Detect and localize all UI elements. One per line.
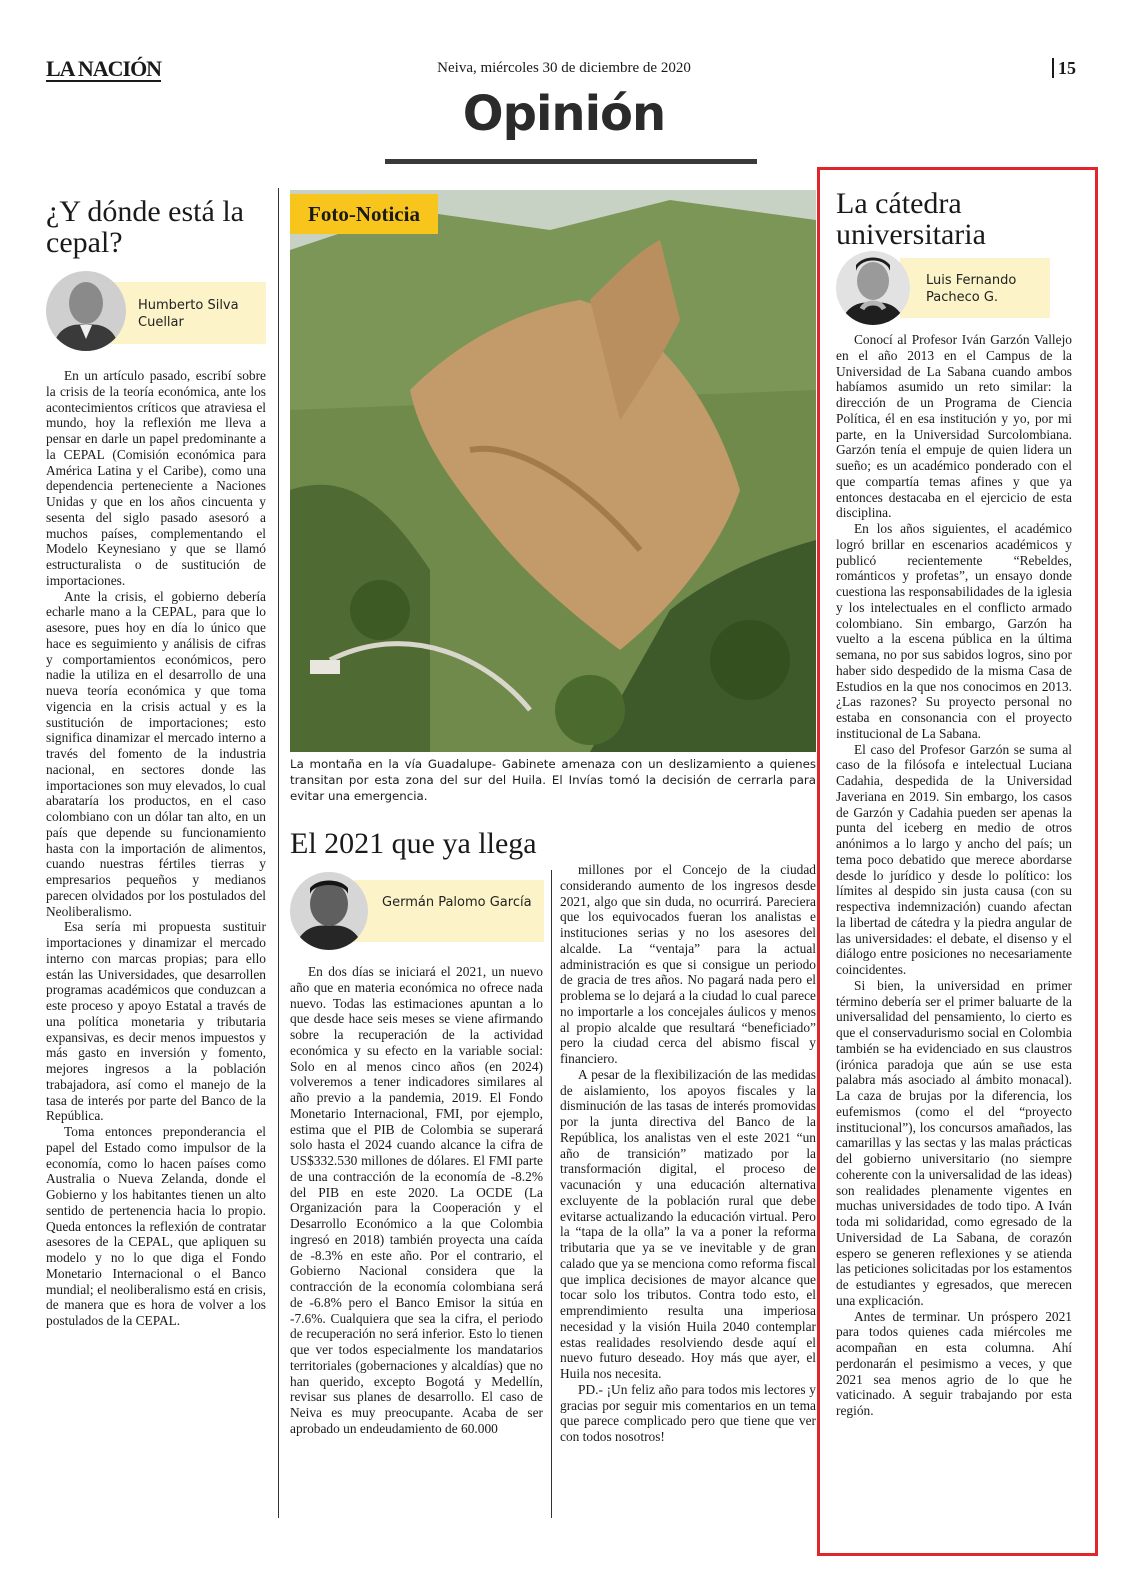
author-box-middle — [354, 880, 544, 942]
author-name: Humberto Silva Cuellar — [138, 298, 239, 330]
paragraph: En dos días se iniciará el 2021, un nuevo año que en materia económica no ofrece nada nuevo. Todas las estimaciones apuntan a lo que desde hace seis meses se viene afirmando sobre la recuperación de la actividad económica y su efecto en la variable social: Solo en al menos cinco años (en 2024) volveremos a tener indicadores similares al año previo a la pandemia, 2019. El Fondo Monetario Internacional, FMI, por ejemplo, estima que el PIB de Colombia se superará solo hasta el 2024 cuando alcance la cifra de US$332.530 millones de dólares. El FMI parte de una contracción de la economía de -8.2% del PIB en este 2020. La OCDE (La Organización para la Cooperación y el Desarrollo Económico a la que Colombia ingresó en 2018) también proyecta una caída de -8.3% en este año. Por el contrario, el Gobierno Nacional considera que la contracción de la economía colombiana será de -6.8% pero el Banco Emisor la sitúa en -7.6%. Cualquiera que sea la cifra, el periodo de recuperación no será inferior. Esto lo tienen que ver todos especialmente los mandatarios territoriales (gobernaciones y alcaldías) que no han querido, excepto Bogotá y Medellín, revisar sus planes de desarrollo. El caso de Neiva es muy preocupante. Acaba de ser aprobado un endeudamiento de 60.000 — [290, 964, 543, 1436]
paragraph: Antes de terminar. Un próspero 2021 para todos quienes cada miércoles me acompañan en esta columna. Ahí perdonarán el pesimismo a veces, y que 2021 sea menos agrio de lo que he vaticinado. A seguir trabajando por esta región. — [836, 1308, 1072, 1418]
author-photo-left — [46, 271, 126, 351]
paragraph: En un artículo pasado, escribí sobre la crisis de la teoría económica, ante los acontecimientos críticos que atraviesa el mundo, hoy la reflexión me lleva a pensar en darle un papel predominante a la CEPAL (Comisión económica para América Latina y el Caribe), como una dependencia perteneciente a Naciones Unidas y que en los años cincuenta y sesenta del siglo pasado asesoró a muchos países, complementando el Modelo Keynesiano y que se llamó estructuralista o de sustitución de importaciones. — [46, 368, 266, 588]
paragraph: En los años siguientes, el académico logró brillar en escenarios académicos y publicó recientemente “Rebeldes, románticos y profetas”, un ensayo donde cuestiona las responsabilidades de la iglesia y los intelectuales en el conflicto armado colombiano. Sin embargo, Garzón ha vuelto a la escena pública en la última semana, no por sus sabidos logros, sino por haber sido despedido de la misma Casa de Estudios en la que nos conocimos en 2013. ¿Las razones? Su proyecto personal no estaba en consonancia con el proyecto institucional de La Sabana. — [836, 521, 1072, 741]
photo-caption: La montaña en la vía Guadalupe- Gabinete amenaza con un deslizamiento a quienes transitan por esta zona del sur del Huila. El Invías tomó la decisión de cerrarla para evitar una emergencia. — [290, 757, 816, 803]
foto-noticia-tag: Foto-Noticia — [290, 194, 438, 234]
newspaper-logo: LA NACIÓN — [46, 56, 162, 81]
foto-noticia-photo — [290, 190, 816, 752]
author-name: Luis Fernando Pacheco G. — [926, 273, 1017, 305]
paragraph: Toma entonces preponderancia el papel del Estado como impulsor de la economía, como lo hacen países como Australia o Nueva Zelanda, donde el Gobierno y los habitantes tienen un alto sentido de pertenencia hacia lo propio. Queda entonces la reflexión de contratar asesores de la CEPAL, que apliquen su modelo y no lo que diga el Fondo Monetario Internacional o el Banco mundial; el neoliberalismo está en crisis, de manera que es hora de volver a los postulados de la CEPAL. — [46, 1124, 266, 1328]
paragraph: Ante la crisis, el gobierno debería echarle mano a la CEPAL, para que lo asesore, pues hoy en día lo único que hace es seguimiento y análisis de cifras y comportamientos económicos, pero nadie la utiliza en el desarrollo de una nueva teoría económica y que toma vigencia en la crisis actual y es la sustitución de importaciones; esto significa dinamizar el mercado interno a través del fomento de la industria nacional, en sectores donde las importaciones son muy elevados, lo cual abarataría los productos, en el caso colombiano con un dólar tan alto, en un país que depende su funcionamiento hasta con la importación de alimentos, cuando nuestras fértiles tierras y empresarios pequeños y medianos parecen olvidados por los postulados del Neoliberalismo. — [46, 588, 266, 919]
section-rule — [385, 159, 757, 164]
author-name: Germán Palomo García — [382, 895, 532, 910]
paragraph: El caso del Profesor Garzón se suma al caso de la filósofa e intelectual Luciana Cadahia, despedida de la Universidad Javeriana en 2019. Sin embargo, los casos de Garzón y Cadahia pueden ser apenas la punta del iceberg en medio de otros anónimos a lo largo y ancho del país; un tema poco debatido que merece abordarse desde lo jurídico y desde lo político: los límites al despido sin justa causa (con su respectiva indemnización) cuando afectan la libertad de cátedra y la piedra angular de las universidades: el debate, el disenso y el diálogo entre posiciones no necesariamente coincidentes. — [836, 741, 1072, 977]
article-middle-col2 — [560, 862, 816, 1518]
paragraph: Si bien, la universidad en primer término debería ser el primer baluarte de la universalidad del pensamiento, lo cierto es que el conservadurismo social en Colombia también se ha evidenciado en sus claustros (irónica paradoja que aún se use esta palabra más asociado al ámbito monacal). La caza de brujas por la diferencia, los eufemismos (como el del “proyecto institucional”), los concursos amañados, las camarillas y las sectas y las malas prácticas del gobierno universitario (no siempre coherente con la universalidad de las ideas) son realidades plenamente vigentes en muchas universidades de todo tipo. A Iván toda mi solidaridad, como egresado de la Universidad de La Sabana, de corazón espero se generen reflexiones y se atienda las peticiones solicitadas por los estamentos de estudiantes y egresados, que merecen una explicación. — [836, 977, 1072, 1308]
column-divider-middle — [551, 870, 552, 1518]
paragraph: A pesar de la flexibilización de las medidas de aislamiento, los apoyos fiscales y la disminución de las tasas de interés promovidas por la junta directiva del Banco de la República, los analistas ven el este 2021 “un año de transición” matizado por la transformación digital, el proceso de vacunación y una educación alternativa excluyente de la población rural que debe evitarse actualizando la educación virtual. Pero la “tapa de la olla” la va a poner la reforma tributaria que ya se ve inevitable y de gran calado que ya se menciona como reforma fiscal que implica decisiones de mayor alcance que tocar solo los tributos. Contra todo esto, el emprendimiento resulta una imperiosa necesidad y la visión Huila 2040 contemplar estas realidades resolviendo desde aquí el nuevo futuro deseado. Hoy más que ayer, el Huila nos necesita. — [560, 1066, 816, 1381]
section-title: Opinión — [462, 86, 666, 142]
article-right-body — [836, 332, 1072, 1542]
article-middle-title: El 2021 que ya llega — [290, 827, 537, 860]
article-left-body — [46, 368, 266, 1518]
author-photo-right — [836, 251, 910, 325]
page-number: 15 — [1052, 58, 1076, 78]
author-box-right — [900, 258, 1050, 318]
dateline: Neiva, miércoles 30 de diciembre de 2020 — [437, 60, 691, 76]
paragraph: Esa sería mi propuesta sustituir importaciones y dinamizar el mercado interno con marcas propias; para ello están las Universidades, que desarrollen programas académicos que conduzcan a este proceso y apoyo Estatal a través de una política monetaria y tributaria expansivas, es decir menos impuestos y más gasto en inversión y fomento, mejores ingresos a la población trabajadora, así como el manejo de la tasa de interés por parte del Banco de la República. — [46, 919, 266, 1124]
column-divider-left — [278, 188, 279, 1518]
paragraph: Conocí al Profesor Iván Garzón Vallejo en el año 2013 en el Campus de la Universidad de La Sabana cuando ambos habíamos asumido un reto similar: la dirección de un Programa de Ciencia Política, él en esa institución y yo, por mi parte, en la Universidad Surcolombiana. Garzón tenía el empuje de quien lidera un sueño; es un académico ponderado con el que compartía temas afines y que ya entonces destacaba en el ejercicio de esta disciplina. — [836, 332, 1072, 521]
paragraph: PD.- ¡Un feliz año para todos mis lectores y gracias por seguir mis comentarios en un tema que parece complicado pero que tiene que ver con todos nosotros! — [560, 1381, 816, 1444]
author-box-left — [110, 282, 266, 344]
author-photo-middle — [290, 872, 368, 950]
article-middle-col1 — [290, 964, 543, 1518]
article-right-title: La cátedra universitaria — [836, 187, 986, 251]
article-left-title: ¿Y dónde está la cepal? — [46, 195, 244, 259]
paragraph: millones por el Concejo de la ciudad considerando aumento de los ingresos desde 2021, algo que sin duda, no ocurrirá. Pareciera que los equivocados fueran los analistas e instituciones serias y no los asesores del alcalde. La “ventaja” para la actual administración es que si consigue un periodo de gracia de tres años. No pagará nada pero el problema se lo dejará a la ciudad lo cual parece no importarle a los concejales áulicos y menos al propio alcalde que resultará “beneficiado” pero la ciudad cerca del abismo fiscal y financiero. — [560, 862, 816, 1066]
